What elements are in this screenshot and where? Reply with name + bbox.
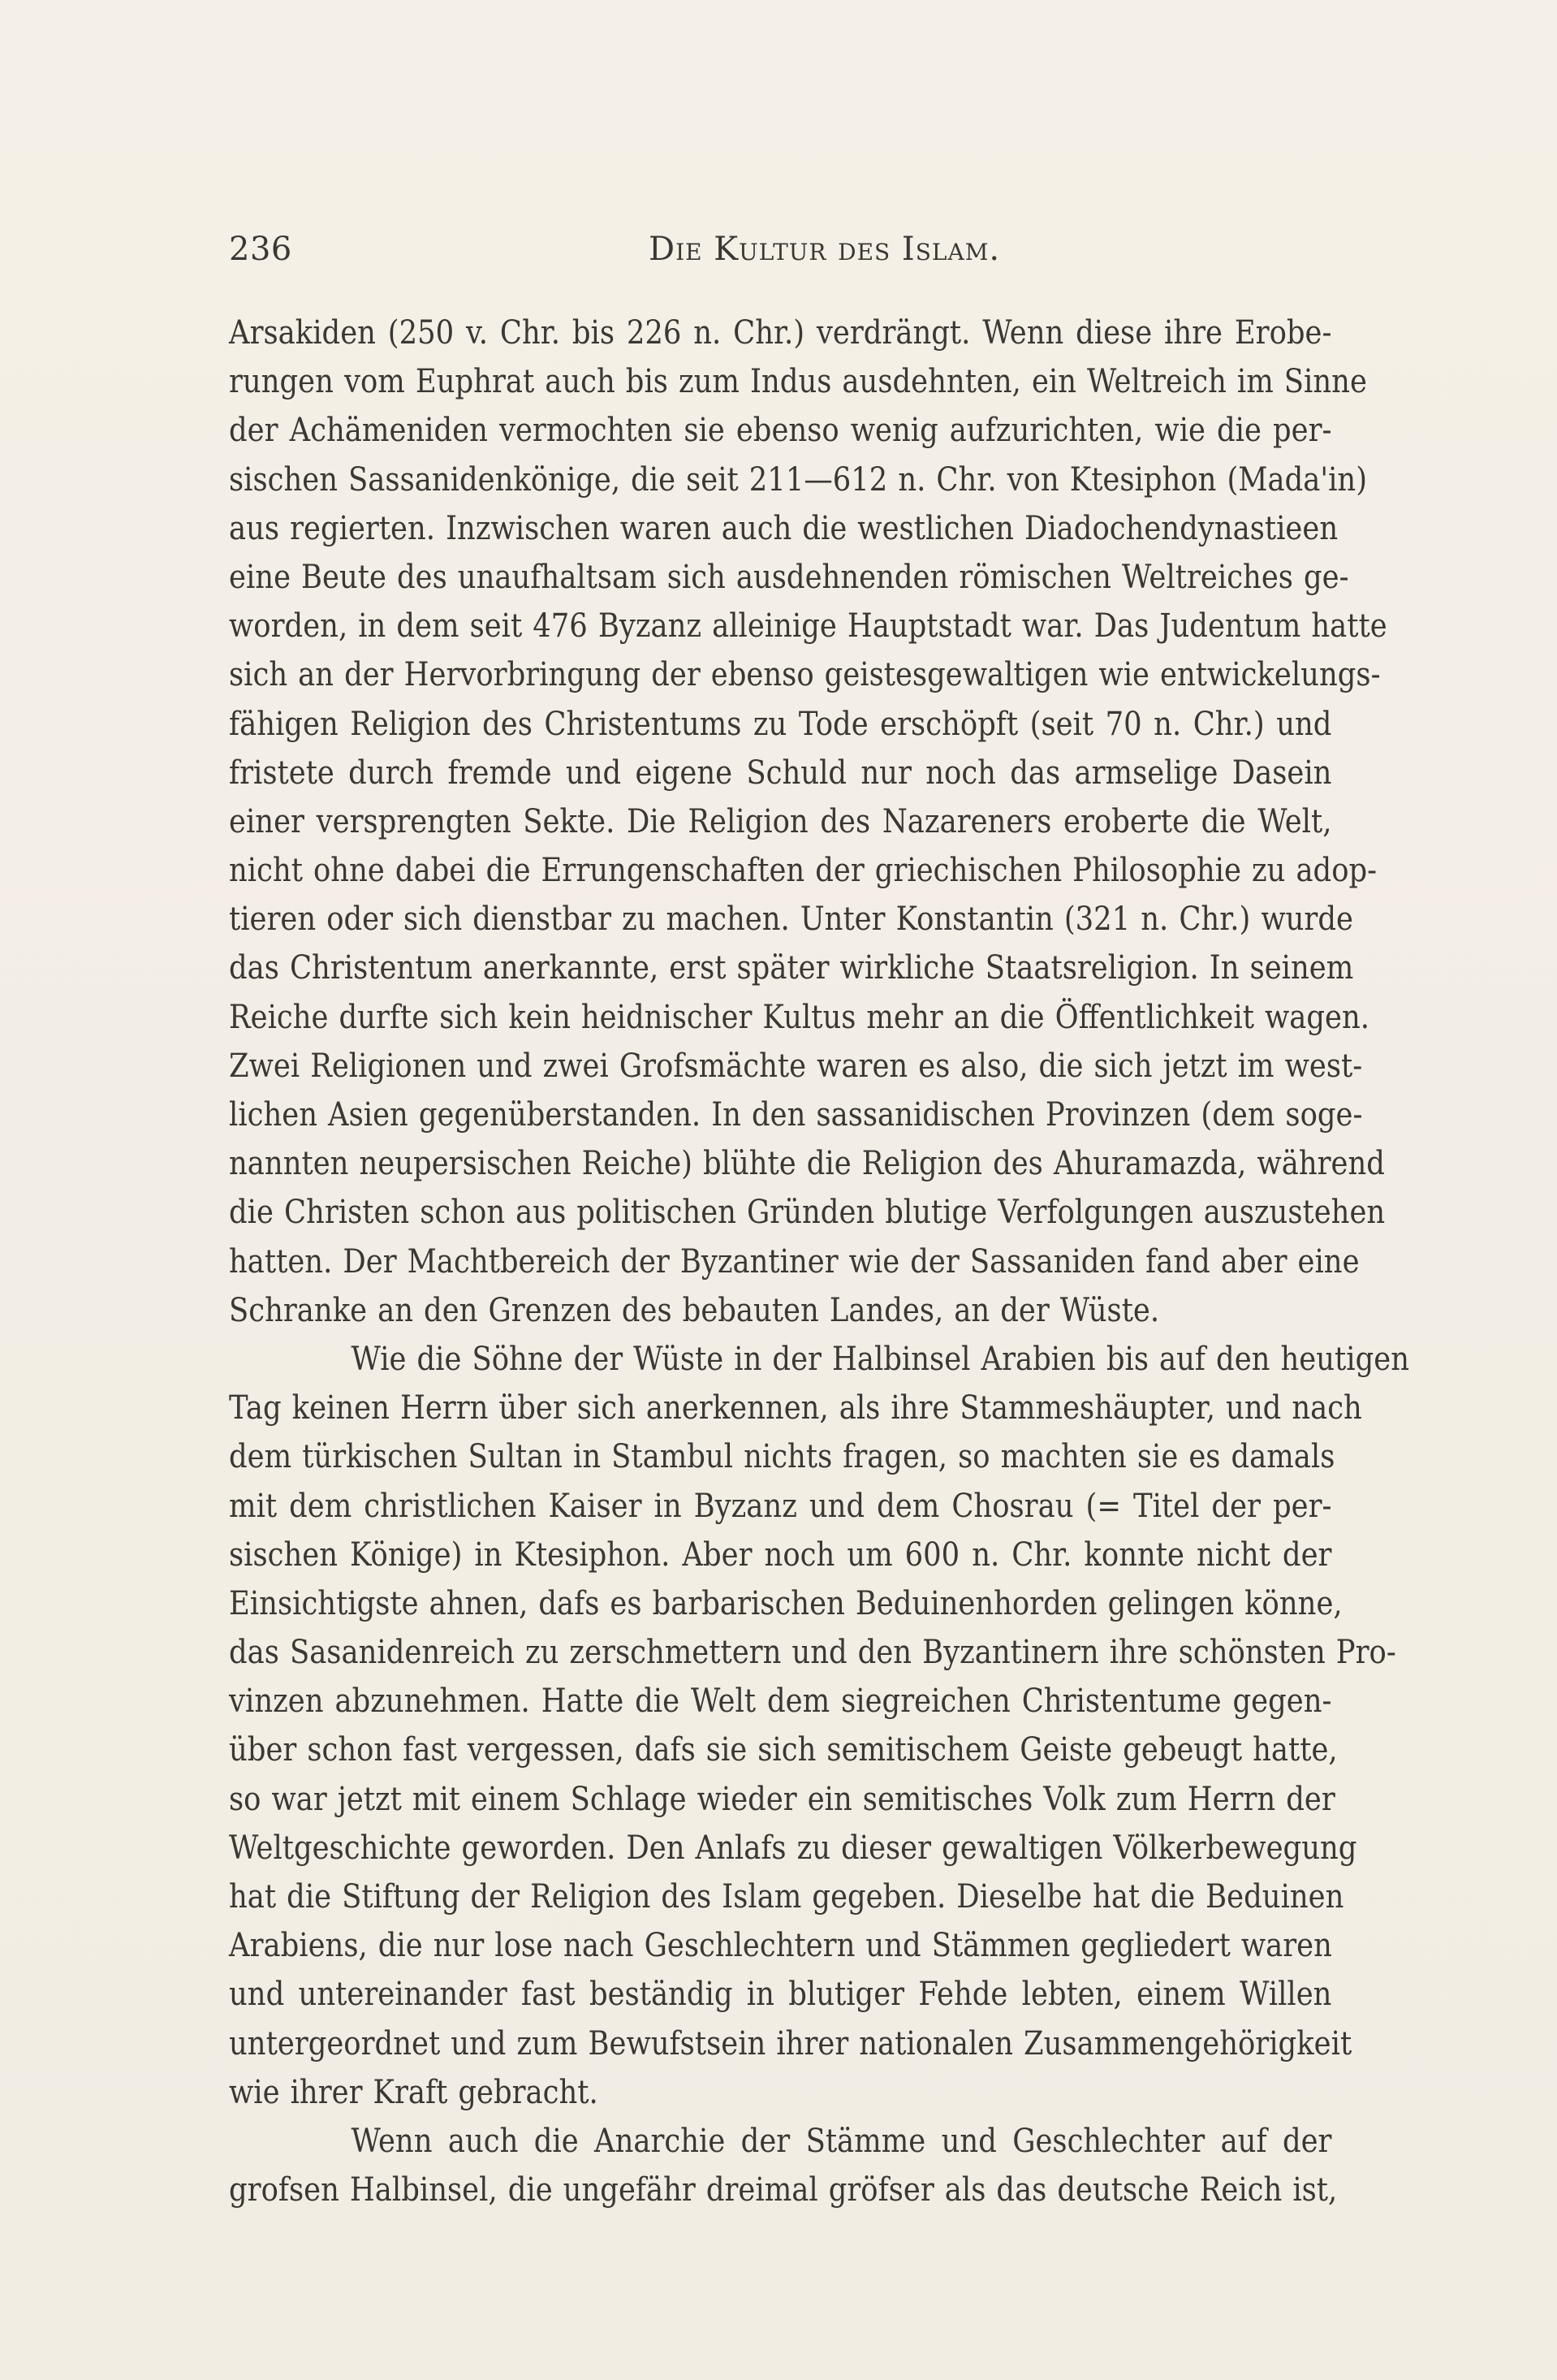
text-line: grofsen Halbinsel, die ungefähr dreimal gröfser als das deutsche Reich ist, bbox=[229, 2171, 1338, 2209]
text-line: lichen Asien gegenüberstanden. In den sassanidischen Provinzen (dem soge- bbox=[229, 1096, 1363, 1134]
text-line: fristete durch fremde und eigene Schuld nur noch das armselige Dasein bbox=[229, 754, 1332, 792]
text-line: vinzen abzunehmen. Hatte die Welt dem siegreichen Christentume gegen- bbox=[229, 1682, 1332, 1721]
text-line: nicht ohne dabei die Errungenschaften der griechischen Philosophie zu adop- bbox=[229, 852, 1378, 890]
paragraph bbox=[229, 2117, 1338, 2214]
text-line: Zwei Religionen und zwei Grofsmächte waren es also, die sich jetzt im west- bbox=[229, 1047, 1363, 1085]
text-line: einer versprengten Sekte. Die Religion des Nazareners eroberte die Welt, bbox=[229, 802, 1332, 840]
text-line: mit dem christlichen Kaiser in Byzanz und dem Chosrau (= Titel der per- bbox=[229, 1487, 1332, 1525]
paragraph bbox=[229, 309, 1387, 1335]
text-line: hat die Stiftung der Religion des Islam gegeben. Dieselbe hat die Beduinen bbox=[229, 1878, 1344, 1916]
text-line: Reiche durfte sich kein heidnischer Kultus mehr an die Öffentlichkeit wagen. bbox=[229, 998, 1370, 1036]
text-line: worden, in dem seit 476 Byzanz alleinige Hauptstadt war. Das Judentum hatte bbox=[229, 607, 1387, 646]
text-line: fähigen Religion des Christentums zu Tode erschöpft (seit 70 n. Chr.) und bbox=[229, 705, 1332, 743]
text-line: untergeordnet und zum Bewufstsein ihrer nationalen Zusammengehörigkeit bbox=[229, 2024, 1352, 2063]
text-line: über schon fast vergessen, dafs sie sich semitischem Geiste gebeugt hatte, bbox=[229, 1731, 1338, 1769]
page-number: 236 bbox=[229, 231, 292, 268]
text-line: Arsakiden (250 v. Chr. bis 226 n. Chr.) verdrängt. Wenn diese ihre Erobe- bbox=[229, 314, 1332, 352]
running-title: Die Kultur des Islam. bbox=[649, 231, 1001, 268]
text-line: das Christentum anerkannte, erst später wirkliche Staatsreligion. In seinem bbox=[229, 949, 1354, 987]
text-line: Tag keinen Herrn über sich anerkennen, als ihre Stammeshäupter, und nach bbox=[229, 1389, 1362, 1428]
body-text bbox=[229, 309, 1409, 2214]
text-line: dem türkischen Sultan in Stambul nichts fragen, so machten sie es damals bbox=[229, 1438, 1335, 1476]
text-line: das Sasanidenreich zu zerschmettern und den Byzantinern ihre schönsten Pro- bbox=[229, 1634, 1396, 1672]
text-line: Schranke an den Grenzen des bebauten Landes, an der Wüste. bbox=[229, 1291, 1160, 1329]
text-line: die Christen schon aus politischen Gründen blutige Verfolgungen auszustehen bbox=[229, 1194, 1386, 1232]
text-line: hatten. Der Machtbereich der Byzantiner wie der Sassaniden fand aber eine bbox=[229, 1242, 1360, 1281]
text-line: so war jetzt mit einem Schlage wieder ein semitisches Volk zum Herrn der bbox=[229, 1780, 1335, 1818]
text-line: wie ihrer Kraft gebracht. bbox=[229, 2073, 598, 2111]
paragraph bbox=[229, 1335, 1409, 2117]
text-line: Wie die Söhne der Wüste in der Halbinsel Arabien bis auf den heutigen bbox=[351, 1340, 1409, 1378]
text-line: sischen Könige) in Ktesiphon. Aber noch um 600 n. Chr. konnte nicht der bbox=[229, 1536, 1332, 1574]
text-line: Wenn auch die Anarchie der Stämme und Geschlechter auf der bbox=[351, 2122, 1332, 2160]
text-line: aus regierten. Inzwischen waren auch die westlichen Diadochendynastieen bbox=[229, 509, 1339, 547]
text-line: eine Beute des unaufhaltsam sich ausdehnenden römischen Weltreiches ge- bbox=[229, 558, 1349, 596]
text-line: Weltgeschichte geworden. Den Anlafs zu dieser gewaltigen Völkerbewegung bbox=[229, 1829, 1357, 1867]
text-line: tieren oder sich dienstbar zu machen. Unter Konstantin (321 n. Chr.) wurde bbox=[229, 901, 1353, 939]
text-line: sich an der Hervorbringung der ebenso geistesgewaltigen wie entwickelungs- bbox=[229, 656, 1381, 694]
text-line: sischen Sassanidenkönige, die seit 211—612 n. Chr. von Ktesiphon (Mada'in) bbox=[229, 460, 1368, 499]
text-line: rungen vom Euphrat auch bis zum Indus ausdehnten, ein Weltreich im Sinne bbox=[229, 363, 1367, 401]
text-line: und untereinander fast beständig in blutiger Fehde lebten, einem Willen bbox=[229, 1976, 1332, 2014]
text-line: der Achämeniden vermochten sie ebenso wenig aufzurichten, wie die per- bbox=[229, 412, 1332, 450]
text-line: Einsichtigste ahnen, dafs es barbarischen Beduinenhorden gelingen könne, bbox=[229, 1584, 1343, 1622]
text-line: nannten neupersischen Reiche) blühte die Religion des Ahuramazda, während bbox=[229, 1145, 1385, 1183]
text-line: Arabiens, die nur lose nach Geschlechtern und Stämmen gegliedert waren bbox=[229, 1927, 1332, 1965]
page-header bbox=[229, 229, 1335, 270]
